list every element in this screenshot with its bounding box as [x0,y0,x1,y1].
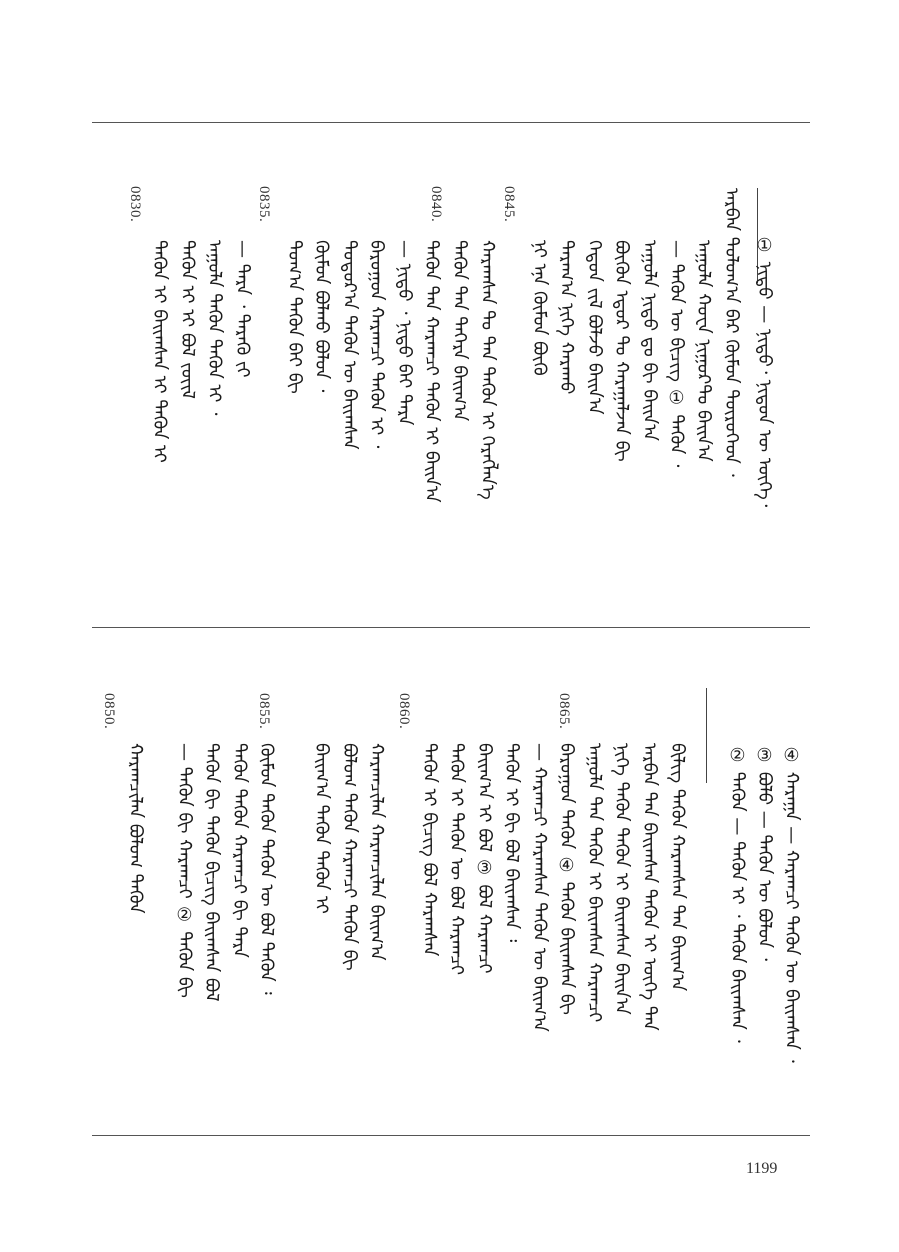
footnote-1: ① ᠨᠢᠳᠣ — ᠨᠢᠳᠦ᠂ ᠨᠢᠳᠦᠨ ᠦ ᠦᠭᠡ᠂ [754,235,775,508]
verse-line: ᠪᠠᠷᠤᠭᠤᠨ ᠲᠡᠭᠦᠨ ④ ᠲᠡᠭᠦᠨ ᠪᠠᠢᠭᠰᠠᠨ ᠪᠢ [556,743,577,1015]
verse-line: ᠪᠠᠢᠭ᠎ᠠ ᠢ ᠪᠣᠯ ③ ᠪᠣᠯ ᠬᠠᠷᠠᠭᠴᠢ [474,743,495,974]
verse-line: ᠠᠭᠤᠯᠠ ᠲᠡᠭᠦᠨ ᠲᠡᠭᠦᠨ ᠢ ᠂ [204,240,225,416]
line-number: 0835. [256,186,272,223]
verse-line: ᠠᠷᠪᠠᠨ ᠳᠣᠯᠣᠭ᠎ᠠ ᠪᠡᠷ ᠬᠦᠮᠦᠨ ᠲᠥᠷᠦᠭᠡᠳ ᠂ [721,188,742,477]
footnote-separator-bottom [706,688,707,783]
verse-line: ᠪᠠᠢᠭ᠎ᠠ ᠲᠡᠭᠦᠨ ᠲᠡᠭᠦᠨ ᠢ [311,743,332,914]
verse-line: ᠠᠭᠤᠯᠠ ᠨᠢᠳᠣ ᠳᠤ ᠪᠢ ᠪᠠᠢᠨ᠎ᠠ [639,240,660,441]
verse-line: — ᠲᠡᠷᠡ ᠂ ᠲᠡᠷᠡᠭᠦ ᠵᠢ [232,240,253,378]
verse-line: ᠲᠣᠭ᠎ᠠ ᠲᠡᠭᠦᠨ ᠪᠠᠢ ᠪᠢ [284,240,305,394]
footnote-3: ③ ᠪᠣᠯᠤ — ᠲᠡᠭᠦᠨ ᠦ ᠪᠣᠯᠣᠨ ᠂ [754,745,775,961]
footnote-2: ② ᠲᠡᠭᠦᠨ — ᠲᠡᠭᠦᠨ ᠢ ᠂ ᠲᠡᠭᠦᠨ ᠪᠠᠢᠭᠰᠠᠨ ᠂ [727,745,748,1043]
line-number: 0865. [556,693,572,730]
verse-line: ᠲᠡᠭᠦᠨ ᠢ ᠢ ᠪᠣᠯ ᠵᠦᠢᠯ [177,240,198,399]
verse-line: ᠬᠡᠳᠦᠨ ᠵᠢᠯ ᠪᠣᠯᠵᠤ ᠪᠠᠢᠨ᠎ᠠ [584,240,605,415]
verse-line: ᠲᠡᠭᠦᠨ ᠢ ᠪᠢᠴᠢᠭ ᠪᠣᠯ ᠬᠠᠷᠠᠭᠰᠠᠨ [419,743,440,957]
verse-line: — ᠬᠠᠷᠠᠭᠴᠢ ᠬᠠᠷᠠᠭᠰᠠᠨ ᠲᠡᠭᠦᠨ ᠦ ᠪᠠᠢᠭ᠎ᠠ [529,743,550,1032]
verse-line: ᠠᠷᠪᠠᠨ ᠲᠠᠨ ᠪᠠᠢᠭᠰᠠᠨ ᠲᠡᠭᠦᠨ ᠢ ᠦᠭᠡ ᠲᠠᠨ [639,743,660,1031]
verse-line: — ᠲᠡᠭᠦᠨ ᠦ ᠪᠢᠴᠢᠭ ① ᠲᠡᠭᠦᠨ ᠂ [666,240,687,468]
line-number: 0840. [428,186,444,223]
verse-line: ᠨᠢ ᠡᠨᠡ ᠬᠦᠮᠦᠨ ᠪᠦᠬᠦ [529,240,550,376]
verse-line: ᠪᠠᠷᠤᠭᠤᠨ ᠬᠠᠷᠠᠭᠴᠢ ᠲᠡᠭᠦᠨ ᠢ ᠂ [366,240,387,449]
verse-line: ᠠᠭᠤᠯᠠ ᠬᠣᠸᠠ ᠨᠢᠭᠤᠷ᠎ᠲᠤ ᠪᠠᠢᠨ᠎ᠠ [693,240,714,462]
verse-line: ᠨᠢᠭᠡ ᠲᠡᠭᠦᠨ ᠲᠡᠭᠦᠨ ᠢ ᠪᠠᠢᠭᠰᠠᠨ ᠪᠠᠢᠨ᠎ᠠ [611,743,632,1015]
bottom-rule [92,1135,810,1136]
footnote-4: ④ ᠬᠠᠷᠠᠭᠠ — ᠬᠠᠷᠠᠭᠴᠢ ᠲᠡᠭᠦᠨ ᠦ ᠪᠠᠢᠭᠰᠠᠨ ᠂ [781,745,802,1063]
verse-line: ᠪᠦᠬᠦᠨ ᠡᠳᠦᠷ ᠲᠤ ᠬᠠᠷᠠᠭᠠᠯᠵᠠᠨ ᠪᠢ [611,240,632,462]
line-number: 0860. [396,693,412,730]
verse-line: ᠲᠡᠭᠦᠨ ᠪᠢ ᠲᠡᠭᠦᠨ ᠪᠢᠴᠢᠭ ᠪᠠᠢᠭᠰᠠᠨ ᠪᠣᠯ [201,743,222,1002]
verse-line: ᠬᠠᠷᠠᠭᠴᠢᠯᠠᠨ ᠬᠠᠷᠠᠭᠴᠢᠯᠠᠨ ᠪᠠᠢᠭ᠎ᠠ [366,743,387,961]
verse-line: ᠪᠢᠯᠢᠭ ᠲᠡᠭᠦᠨ ᠬᠠᠷᠠᠭᠰᠠᠨ ᠲᠠᠨ ᠪᠠᠢᠭ᠎ᠠ [667,743,688,992]
line-number: 0845. [501,186,517,223]
top-rule [92,122,810,123]
verse-line: ᠠᠭᠤᠯᠠ ᠲᠠᠨ ᠲᠡᠭᠦᠨ ᠢ ᠪᠠᠢᠭᠰᠠᠨ ᠬᠠᠷᠠᠭᠴᠢ [584,743,605,1023]
verse-line: ᠲᠡᠭᠦᠨ ᠢ ᠪᠢ ᠪᠣᠯ ᠪᠠᠢᠭᠰᠠᠨ ᠄ [501,743,522,943]
verse-line: ᠳᠠᠷᠠᠭ᠎ᠠ ᠨᠢᠭᠡ ᠬᠠᠷᠠᠬᠤ [556,240,577,395]
page-number: 1199 [746,1160,778,1177]
verse-line: ᠲᠡᠭᠦᠨ ᠢ ᠲᠡᠭᠦᠨ ᠦ ᠪᠣᠯ ᠬᠠᠷᠠᠭᠴᠢ [446,743,467,975]
verse-line: — ᠲᠡᠭᠦᠨ ᠪᠢ ᠬᠠᠷᠠᠭᠴᠢ ② ᠲᠡᠭᠦᠨ ᠪᠢ [174,743,195,998]
verse-line: — ᠨᠢᠳᠣ ᠂ ᠨᠢᠳᠣ ᠪᠠᠢ ᠲᠡᠷᠡ [394,240,415,426]
verse-line: ᠲᠡᠭᠦᠨ ᠲᠡᠭᠦᠨ ᠬᠠᠷᠠᠭᠴᠢ ᠪᠢ ᠲᠡᠷᠡ [229,743,250,958]
verse-line: ᠳᠣᠲᠣᠷ᠎ᠠ ᠲᠡᠭᠦᠨ ᠦ ᠪᠠᠢᠭᠰᠠᠨ [339,240,360,450]
line-number: 0850. [101,693,117,730]
verse-line: ᠲᠡᠭᠦᠨ ᠲᠠᠨ ᠬᠠᠷᠠᠭᠴᠢ ᠲᠡᠭᠦᠨ ᠢ ᠪᠠᠢᠨ᠎ᠠ [421,240,442,503]
verse-line: ᠬᠦᠮᠦᠨ ᠪᠣᠯᠬᠤ ᠪᠣᠯᠣᠨ ᠂ [311,240,332,393]
middle-rule [92,627,810,628]
verse-line: ᠬᠠᠷᠠᠭᠰᠠᠨ ᠲᠤ ᠲᠠᠨ ᠲᠡᠭᠦᠨ ᠢ ᠬᠡᠷᠡᠭᠯᠡᠨ᠎ᠡ [477,240,498,500]
verse-line: ᠬᠠᠷᠠᠭᠴᠢᠯᠠᠨ ᠪᠣᠯᠤᠭ ᠲᠡᠭᠦᠨ [125,743,146,914]
line-number: 0855. [256,693,272,730]
line-number: 0830. [127,186,143,223]
verse-line: ᠪᠣᠯᠤᠭ ᠲᠡᠭᠦᠨ ᠬᠠᠷᠠᠭᠴᠢ ᠲᠡᠭᠦᠨ ᠪᠢ [339,743,360,971]
verse-line: ᠲᠡᠭᠦᠨ ᠢ ᠪᠠᠢᠭᠰᠠᠨ ᠢ ᠲᠡᠭᠦᠨ ᠢ [149,240,170,463]
verse-line: ᠬᠦᠮᠦᠨ ᠲᠡᠭᠦᠨ ᠲᠡᠭᠦᠨ ᠦ ᠪᠣᠯ ᠲᠡᠭᠦᠨ ᠄ [256,743,277,995]
verse-line: ᠲᠡᠭᠦᠨ ᠲᠠᠨ ᠳᠡᠭᠡᠷᠡ ᠪᠠᠢᠭ᠎ᠠ [449,240,470,422]
